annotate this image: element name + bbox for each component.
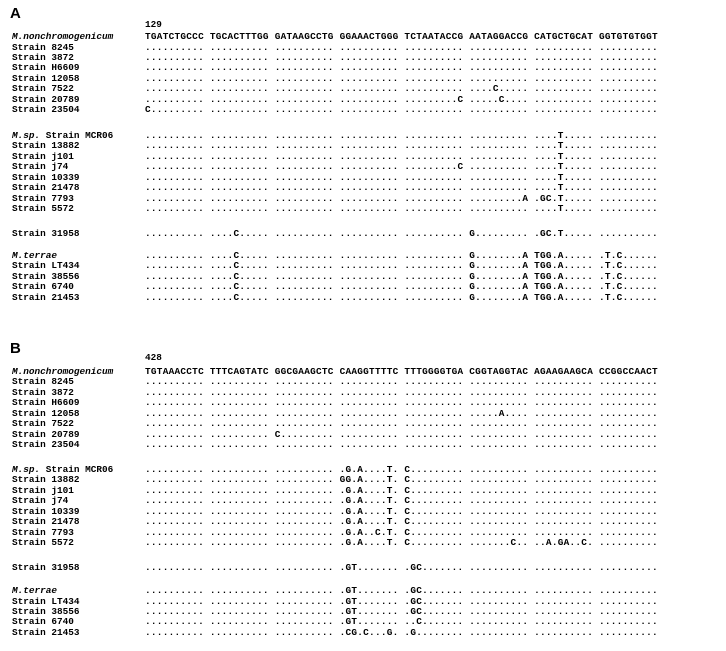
sequence-text: .......... ....C..... .......... .......... .......... G........A TGG.A..... .T.C......: [145, 270, 658, 282]
strain-name: Strain j74: [12, 495, 69, 507]
alignment-row: [0, 151, 726, 162]
alignment-row: [0, 585, 726, 596]
sequence-name: [12, 585, 57, 596]
sequence-text: .......... .......... .......... .......... .......... .......... .......... ..........: [145, 62, 658, 74]
sequence-name: [12, 527, 74, 538]
sequence-text: .......... .......... .......... .......... .......... .......... ....T..... ..........: [145, 182, 658, 194]
alignment-row: [0, 73, 726, 84]
species-name: M.nonchromogenicum: [12, 366, 114, 377]
sequence-text: TGTAAACCTC TTTCAGTATC GGCGAAGCTC CAAGGTTTTC TTTGGGGTGA CGGTAGGTAC AGAAGAAGCA CCGGCCAACT: [145, 366, 658, 377]
strain-name: Strain 6740: [12, 616, 74, 628]
sequence-text: .......... .......... .......... .......... .........C .....C.... .......... ..........: [145, 93, 658, 105]
species-name: M.nonchromogenicum: [12, 31, 114, 42]
sequence-name: [12, 260, 80, 271]
strain-name: Strain MCR06: [40, 130, 114, 141]
species-name: M.terrae: [12, 585, 58, 596]
alignment-row: [0, 627, 726, 638]
strain-name: Strain 23504: [12, 439, 80, 451]
sequence-text: .......... .......... .......... .......... .......... .....A.... .......... ..........: [145, 407, 658, 419]
sequence-text: .......... .......... .......... .GT....... .GC....... .......... .......... ..........: [145, 605, 658, 617]
sequence-name: [12, 418, 74, 429]
sequence-name: [12, 485, 74, 496]
alignment-row: [0, 418, 726, 429]
alignment-row: [0, 408, 726, 419]
sequence-text: .......... .......... .......... .......... .......... .......... .......... ..........: [145, 376, 658, 388]
sequence-text: .......... .......... .......... .G.A....T. C......... .......... .......... ..........: [145, 484, 658, 496]
sequence-text: .......... .......... .......... .GT....... .GC....... .......... .......... ..........: [145, 595, 658, 607]
sequence-name: [12, 94, 80, 105]
alignment-row: [0, 562, 726, 573]
alignment-row: [0, 292, 726, 303]
sequence-text: .......... .......... .......... .......... .......... .......... ....T..... ..........: [145, 130, 658, 141]
sequence-name: [12, 516, 80, 527]
alignment-row: [0, 506, 726, 517]
sequence-text: .......... .......... .......... .G.A....T. C......... .......... .......... ..........: [145, 495, 658, 507]
alignment-row: [0, 376, 726, 387]
species-name: M.sp.: [12, 464, 41, 475]
strain-name: Strain 7793: [12, 192, 74, 204]
start-position: 129: [145, 19, 162, 30]
sequence-text: .......... .......... .......... .......... .......... .......... .......... ..........: [145, 51, 658, 63]
sequence-text: .......... .......... .......... .......... .......... .......... ....T..... ..........: [145, 140, 658, 152]
alignment-row: [0, 596, 726, 607]
sequence-text: .......... .......... .......... .......... .......... .......... .......... ..........: [145, 418, 658, 430]
alignment-row: [0, 260, 726, 271]
sequence-name: [12, 31, 113, 42]
sequence-name: [12, 83, 74, 94]
alignment-row: [0, 485, 726, 496]
sequence-name: [12, 495, 68, 506]
alignment-row: [0, 140, 726, 151]
sequence-name: [12, 228, 80, 239]
sequence-name: [12, 506, 80, 517]
alignment-row: [0, 606, 726, 617]
sequence-name: [12, 281, 74, 292]
strain-name: Strain j101: [12, 150, 74, 162]
strain-name: Strain 23504: [12, 104, 80, 116]
sequence-text: .......... .......... .......... .G.A....T. C......... .......... .......... ..........: [145, 516, 658, 528]
sequence-text: .......... .......... .......... .CG.C...G. .G........ .......... .......... ..........: [145, 626, 658, 638]
sequence-text: .......... .......... .......... .......... .......... .........A .GC.T..... ..........: [145, 192, 658, 204]
strain-name: Strain 5572: [12, 203, 74, 215]
strain-name: Strain LT434: [12, 595, 80, 607]
alignment-row: [0, 172, 726, 183]
strain-name: Strain 8245: [12, 41, 74, 53]
sequence-name: [12, 73, 80, 84]
sequence-text: .......... .......... .......... .......... .......... .......... .......... ..........: [145, 72, 658, 84]
sequence-text: .......... .......... .......... GG.A....T. C......... .......... .......... ..........: [145, 474, 658, 486]
sequence-name: [12, 387, 74, 398]
strain-name: Strain 7522: [12, 83, 74, 95]
strain-name: Strain 21478: [12, 516, 80, 528]
alignment-row: [0, 83, 726, 94]
sequence-text: TGATCTGCCC TGCACTTTGG GATAAGCCTG GGAAACTGGG TCTAATACCG AATAGGACCG CATGCTGCAT GGTGTGTGGT: [145, 31, 658, 42]
sequence-text: .......... .......... .......... .......... .........C .......... ....T..... ..........: [145, 161, 658, 173]
sequence-name: [12, 474, 80, 485]
sequence-text: .......... .......... .......... .......... .......... .......... ....T..... ..........: [145, 171, 658, 183]
strain-name: Strain 20789: [12, 93, 80, 105]
sequence-name: [12, 627, 80, 638]
sequence-name: [12, 376, 74, 387]
sequence-name: [12, 104, 80, 115]
alignment-row: [0, 271, 726, 282]
sequence-text: .......... .......... .......... .G.A....T. C......... .......... .......... ..........: [145, 464, 658, 475]
sequence-name: [12, 596, 80, 607]
sequence-name: [12, 203, 74, 214]
strain-name: Strain 6740: [12, 281, 74, 293]
strain-name: Strain 20789: [12, 428, 80, 440]
alignment-row: [0, 387, 726, 398]
sequence-text: C......... .......... .......... .......... .......... .......... .......... ..........: [145, 104, 658, 116]
strain-name: Strain j74: [12, 161, 69, 173]
strain-name: Strain 7522: [12, 418, 74, 430]
alignment-row: [0, 161, 726, 172]
alignment-row: [0, 474, 726, 485]
sequence-name: [12, 182, 80, 193]
alignment-row: [0, 130, 726, 141]
strain-name: Strain j101: [12, 484, 74, 496]
alignment-row: [0, 495, 726, 506]
sequence-text: .......... ....C..... .......... .......... .......... G........A TGG.A..... .T.C......: [145, 260, 658, 272]
sequence-name: [12, 464, 113, 475]
alignment-row: [0, 250, 726, 261]
alignment-row: [0, 281, 726, 292]
sequence-text: .......... ....C..... .......... .......... .......... G........A TGG.A..... .T.C......: [145, 250, 658, 261]
sequence-text: .......... ....C..... .......... .......... .......... G........A TGG.A..... .T.C......: [145, 281, 658, 293]
sequence-name: [12, 250, 57, 261]
strain-name: Strain 7793: [12, 526, 74, 538]
strain-name: Strain H6609: [12, 397, 80, 409]
sequence-text: .......... .......... .......... .......... .......... .......... .......... ..........: [145, 439, 658, 451]
sequence-text: .......... .......... .......... .......... .......... .......... ....T..... ..........: [145, 203, 658, 215]
sequence-text: .......... .......... .......... .......... .......... .......... .......... ..........: [145, 397, 658, 409]
alignment-row: [0, 439, 726, 450]
alignment-row: [0, 527, 726, 538]
sequence-name: [12, 42, 74, 53]
sequence-name: [12, 172, 80, 183]
strain-name: Strain 38556: [12, 605, 80, 617]
alignment-row: [0, 94, 726, 105]
strain-name: Strain 31958: [12, 562, 80, 573]
sequence-text: .......... .......... C......... .......... .......... .......... .......... ..........: [145, 428, 658, 440]
sequence-name: [12, 62, 80, 73]
sequence-text: .......... .......... .......... .......... .......... .......... ....T..... ..........: [145, 150, 658, 162]
sequence-name: [12, 271, 80, 282]
strain-name: Strain 31958: [12, 228, 80, 239]
strain-name: Strain 5572: [12, 537, 74, 549]
strain-name: Strain 12058: [12, 407, 80, 419]
sequence-text: .......... .......... .......... .......... .......... ....C..... .......... ..........: [145, 83, 658, 95]
sequence-name: [12, 151, 74, 162]
alignment-row: [0, 537, 726, 548]
alignment-row: [0, 516, 726, 527]
sequence-name: [12, 130, 113, 141]
sequence-name: [12, 439, 80, 450]
alignment-row: [0, 104, 726, 115]
strain-name: Strain MCR06: [40, 464, 114, 475]
species-name: M.sp.: [12, 130, 41, 141]
sequence-name: [12, 616, 74, 627]
sequence-name: [12, 140, 80, 151]
sequence-text: .......... .......... .......... .G.A....T. C......... .......... .......... ..........: [145, 505, 658, 517]
sequence-text: .......... .......... .......... .G.A..C.T. C......... .......... .......... ..........: [145, 526, 658, 538]
sequence-name: [12, 193, 74, 204]
sequence-text: .......... .......... .......... .G.A....T. C......... .......C.. ..A.GA..C. ..........: [145, 537, 658, 549]
alignment-row: [0, 193, 726, 204]
alignment-row: [0, 182, 726, 193]
sequence-name: [12, 562, 80, 573]
alignment-row: [0, 366, 726, 377]
sequence-name: [12, 366, 113, 377]
sequence-text: .......... .......... .......... .......... .......... .......... .......... ..........: [145, 386, 658, 398]
species-name: M.terrae: [12, 250, 58, 261]
strain-name: Strain H6609: [12, 62, 80, 74]
sequence-name: [12, 606, 80, 617]
sequence-text: .......... .......... .......... .GT....... .GC....... .......... .......... ..........: [145, 585, 658, 596]
alignment-row: [0, 616, 726, 627]
sequence-text: .......... ....C..... .......... .......... .......... G........A TGG.A..... .T.C......: [145, 291, 658, 303]
sequence-text: .......... .......... .......... .......... .......... .......... .......... ..........: [145, 41, 658, 53]
strain-name: Strain 21478: [12, 182, 80, 194]
panel-label: A: [10, 5, 21, 22]
sequence-name: [12, 429, 80, 440]
sequence-text: .......... ....C..... .......... .......... .......... G......... .GC.T..... ..........: [145, 228, 658, 239]
strain-name: Strain 8245: [12, 376, 74, 388]
alignment-row: [0, 397, 726, 408]
strain-name: Strain 10339: [12, 505, 80, 517]
sequence-text: .......... .......... .......... .GT....... .GC....... .......... .......... ..........: [145, 562, 658, 573]
strain-name: Strain 21453: [12, 291, 80, 303]
sequence-text: .......... .......... .......... .GT....... ..C....... .......... .......... ..........: [145, 616, 658, 628]
strain-name: Strain 21453: [12, 626, 80, 638]
strain-name: Strain 10339: [12, 171, 80, 183]
strain-name: Strain 13882: [12, 140, 80, 152]
sequence-name: [12, 397, 80, 408]
alignment-row: [0, 464, 726, 475]
sequence-name: [12, 408, 80, 419]
sequence-name: [12, 161, 68, 172]
strain-name: Strain 13882: [12, 474, 80, 486]
alignment-row: [0, 429, 726, 440]
sequence-name: [12, 52, 74, 63]
alignment-row: [0, 228, 726, 239]
sequence-name: [12, 292, 80, 303]
alignment-row: [0, 31, 726, 42]
strain-name: Strain 3872: [12, 51, 74, 63]
strain-name: Strain LT434: [12, 260, 80, 272]
alignment-row: [0, 52, 726, 63]
strain-name: Strain 38556: [12, 270, 80, 282]
strain-name: Strain 12058: [12, 72, 80, 84]
panel-label: B: [10, 340, 21, 357]
alignment-row: [0, 203, 726, 214]
alignment-row: [0, 42, 726, 53]
alignment-row: [0, 62, 726, 73]
sequence-name: [12, 537, 74, 548]
strain-name: Strain 3872: [12, 386, 74, 398]
start-position: 428: [145, 352, 162, 363]
